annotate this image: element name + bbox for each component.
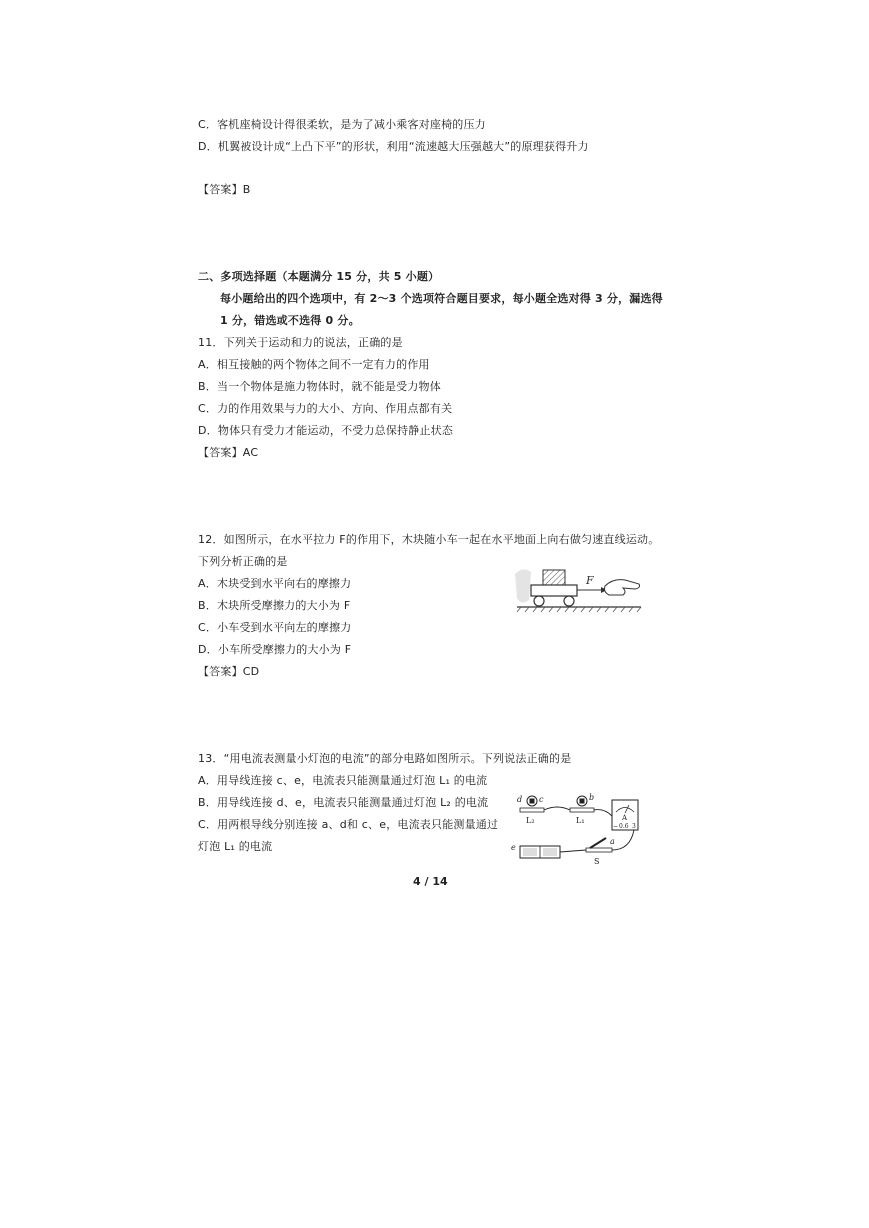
ammeter-minus: − [613, 823, 619, 830]
q12-option-c: C．小车受到水平向左的摩擦力 [198, 621, 352, 634]
q13-option-a: A．用导线连接 c、e，电流表只能测量通过灯泡 L₁ 的电流 [198, 774, 488, 787]
section-instruction-2: 1 分，错选或不选得 0 分。 [220, 314, 360, 327]
terminal-e: e [511, 843, 516, 852]
bulb-l1-base [570, 808, 594, 812]
terminal-a: a [610, 837, 615, 846]
wooden-block [543, 570, 565, 585]
q11-option-d: D．物体只有受力才能运动，不受力总保持静止状态 [198, 424, 454, 437]
q11-answer: 【答案】AC [198, 446, 259, 459]
page-number: 4 / 14 [413, 875, 448, 888]
q10-option-c: C．客机座椅设计得很柔软，是为了减小乘客对座椅的压力 [198, 118, 486, 131]
bulb-l2-label: L₂ [526, 816, 535, 825]
q13-option-c-1: C．用两根导线分别连接 a、d和 c、e，电流表只能测量通过 [198, 818, 499, 831]
q12-option-b: B．木块所受摩擦力的大小为 F [198, 599, 351, 612]
q13-option-c-2: 灯泡 L₁ 的电流 [198, 840, 273, 853]
terminal-c: c [539, 795, 544, 804]
ammeter-scale-06: 0.6 [619, 823, 629, 830]
q11-stem: 11．下列关于运动和力的说法，正确的是 [198, 336, 403, 349]
q12-answer: 【答案】CD [198, 665, 260, 678]
q10-answer: 【答案】B [198, 183, 251, 196]
terminal-d: d [517, 795, 523, 804]
q13-stem: 13．“用电流表测量小灯泡的电流”的部分电路如图所示。下列说法正确的是 [198, 752, 572, 765]
cart-body [531, 585, 577, 596]
q11-option-a: A．相互接触的两个物体之间不一定有力的作用 [198, 358, 430, 371]
bulb-l1-label: L₁ [576, 816, 585, 825]
circuit-figure [508, 790, 646, 868]
q12-stem-1: 12．如图所示，在水平拉力 F的作用下，木块随小车一起在水平地面上向右做匀速直线运动。 [198, 533, 660, 546]
cart-figure [513, 560, 645, 620]
switch-base [586, 848, 612, 852]
ground-hatching [517, 607, 641, 612]
q13-option-b: B．用导线连接 d、e，电流表只能测量通过灯泡 L₂ 的电流 [198, 796, 489, 809]
scan-smudge [515, 569, 531, 602]
hand-icon [605, 580, 640, 595]
cart-wheel-right [564, 596, 574, 606]
q11-option-b: B．当一个物体是施力物体时，就不能是受力物体 [198, 380, 441, 393]
section-title: 二、多项选择题（本题满分 15 分，共 5 小题） [198, 270, 440, 283]
terminal-b: b [589, 793, 595, 802]
force-label: F [586, 574, 594, 587]
q11-option-c: C．力的作用效果与力的大小、方向、作用点都有关 [198, 402, 453, 415]
ammeter-scale-3: 3 [632, 823, 636, 830]
ammeter-label: A [622, 814, 628, 822]
q12-option-d: D．小车所受摩擦力的大小为 F [198, 643, 352, 656]
q12-stem-2: 下列分析正确的是 [198, 555, 288, 568]
switch-lever [590, 838, 606, 848]
section-instruction-1: 每小题给出的四个选项中，有 2～3 个选项符合题目要求，每小题全选对得 3 分，漏选得 [220, 292, 663, 305]
q12-option-a: A．木块受到水平向右的摩擦力 [198, 577, 352, 590]
cart-wheel-left [534, 596, 544, 606]
bulb-l2-base [520, 808, 544, 812]
q10-option-d: D．机翼被设计成“上凸下平”的形状，利用“流速越大压强越大”的原理获得升力 [198, 140, 589, 153]
switch-label: S [594, 857, 600, 866]
